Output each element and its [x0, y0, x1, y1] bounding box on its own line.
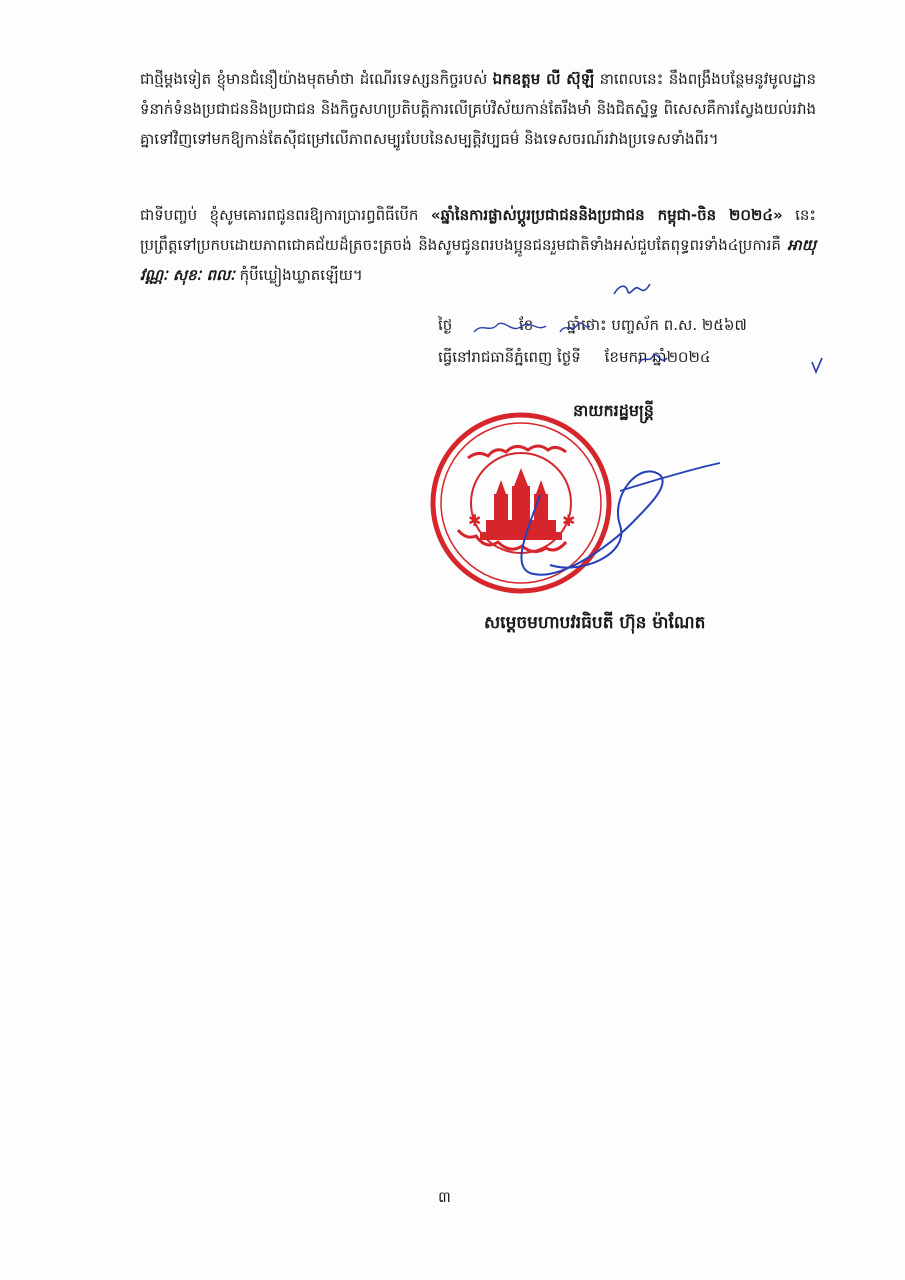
paragraph-1-text-b: នាពេលនេះ នឹងពង្រឹងបន្ថែមនូវមូលដ្ឋានទំនាក់ទំនងប្រជាជននិងប្រជាជន និងកិច្ចសហប្រតិបត្តិការលើគ្រប់វិស័យកាន់តែរឹងមាំ និងជិតស្និទ្ធ ពិសេសគឺការស្វែងយល់រវាងគ្នាទៅវិញទៅមកឱ្យកាន់តែស៊ីជម្រៅលើភាពសម្បូរបែបនៃសម្បត្តិវប្បធម៌ និងទេសចរណ៍រវាងប្រទេសទាំងពីរ។ — [140, 70, 817, 148]
handwritten-date-fill-icon — [472, 318, 592, 338]
role-title: នាយករដ្ឋមន្ត្រី — [573, 401, 654, 420]
svg-text:✱: ✱ — [468, 511, 482, 530]
handwritten-signature-icon — [470, 455, 730, 585]
place-date-line: ធ្វើនៅរាជធានីភ្នំពេញ ថ្ងៃទី ខែមករា ឆ្នាំ២០២៤ — [438, 348, 711, 366]
paragraph-2-bold-event: «ឆ្នាំនៃការផ្លាស់ប្តូរប្រជាជននិងប្រជាជន កម្ពុជា-ចិន ២០២៤» — [430, 206, 783, 224]
paragraph-1-bold-name: ឯកឧត្តម លី ស៊ុឡឺ — [492, 70, 595, 88]
paragraph-1 — [140, 64, 816, 154]
lunar-date-line: ថ្ងៃ ខែ ឆ្នាំថោះ បញ្ចស័ក ព.ស. ២៥៦៧ — [438, 316, 747, 334]
paragraph-2 — [140, 200, 816, 290]
page-number: ៣ — [438, 1188, 451, 1206]
handwritten-day-icon — [637, 350, 669, 370]
paragraph-2-text-a: ជាទីបញ្ចប់ ខ្ញុំសូមគោរពជូនពរឱ្យការប្រារព្ធពិធីបើក — [140, 206, 431, 224]
handwritten-initial-icon — [612, 280, 652, 300]
svg-text:✱: ✱ — [562, 511, 576, 530]
check-mark-icon — [810, 356, 824, 376]
paragraph-1-text-a: ជាថ្មីម្តងទៀត ខ្ញុំមានជំនឿយ៉ាងមុតមាំថា ដំណើរទេស្សនកិច្ចរបស់ — [140, 70, 493, 88]
paragraph-2-text-b: នេះ ប្រព្រឹត្តទៅប្រកបដោយភាពជោគជ័យដ៏ត្រចះត្រចង់ និងសូមជូនពរបងប្អូនជនរួមជាតិទាំងអស់ជួបតែពុទ្ធពរទាំង៤ប្រការគឺ — [140, 206, 816, 254]
paragraph-2-italic-blessing: អាយុ វណ្ណៈ សុខៈ ពលៈ — [140, 236, 816, 284]
signatory-name: សម្តេចមហាបវរធិបតី ហ៊ុន ម៉ាណែត — [484, 613, 706, 633]
paragraph-2-text-c: កុំបីឃ្លៀងឃ្លាតឡើយ។ — [234, 266, 363, 284]
